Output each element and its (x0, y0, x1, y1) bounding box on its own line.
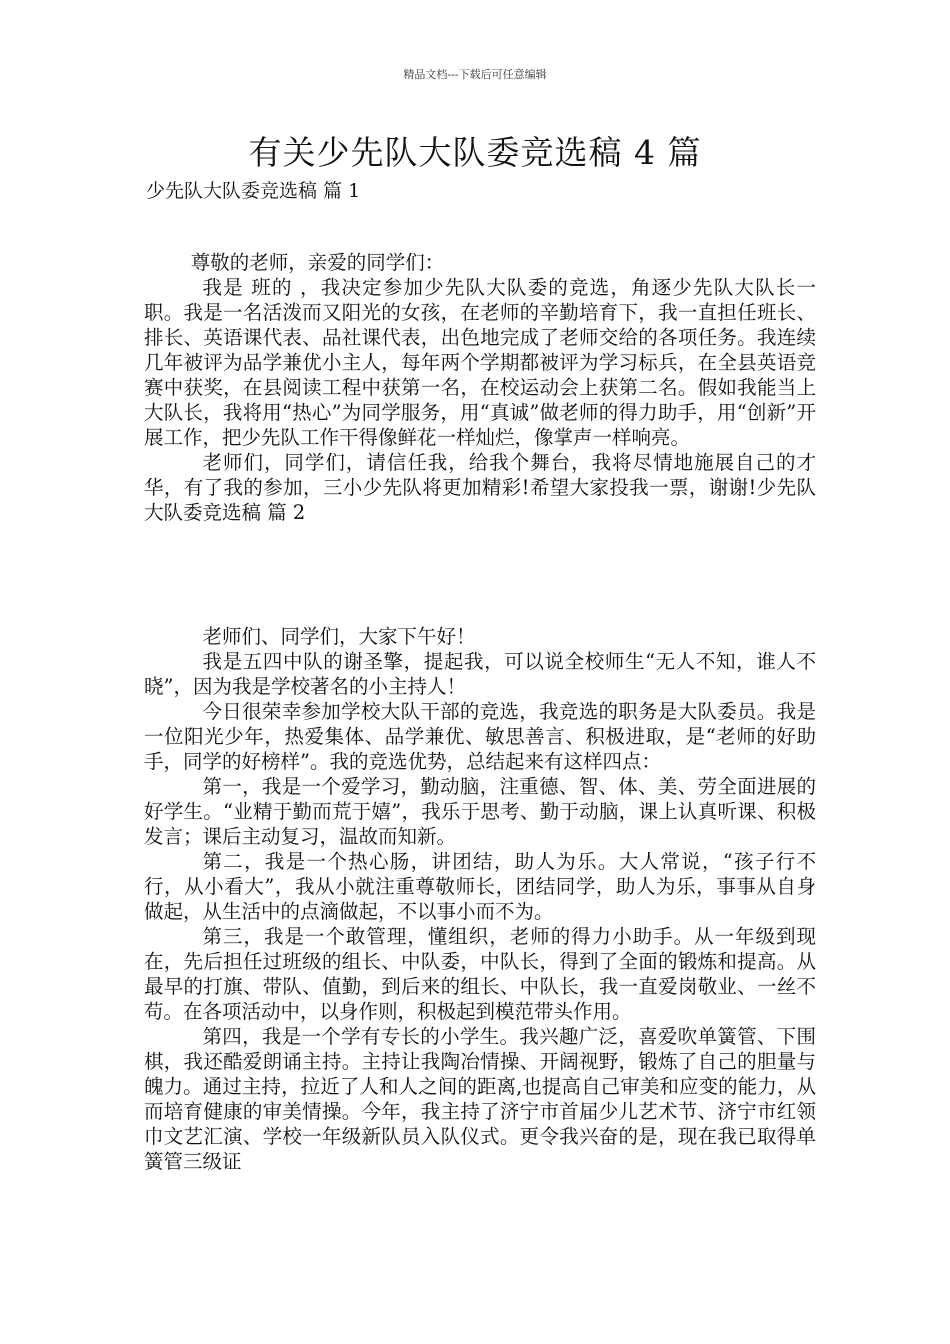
greeting-paragraph: 老师们、同学们，大家下午好！ (202, 625, 476, 648)
body-paragraph: 第四，我是一个学有专长的小学生。我兴趣广泛，喜爱吹单簧管、下围棋，我还酷爱朗诵主持。主持让我陶冶情操、开阔视野，锻炼了自己的胆量与魄力。通过主持，拉近了人和人之间的距离,也提高自己审美和应变的能力，从而培育健康的审美情操。今年，我主持了济宁市首届少儿艺术节、济宁市红领巾文艺汇演、学校一年级新队员入队仪式。更令我兴奋的是，现在我已取得单簧管三级证 (144, 1025, 816, 1173)
greeting-paragraph: 尊敬的老师，亲爱的同学们： (190, 251, 445, 274)
document-title: 有关少先队大队委竞选稿 4 篇 (248, 133, 702, 172)
body-paragraph: 我是五四中队的谢圣擎，提起我，可以说全校师生“无人不知，谁人不晓”，因为我是学校著名的小主持人！ (144, 650, 816, 698)
section-1-heading: 少先队大队委竞选稿 篇 1 (146, 180, 361, 202)
header-note: 精品文档---下载后可任意编辑 (403, 68, 547, 81)
body-paragraph: 老师们，同学们，请信任我，给我个舞台，我将尽情地施展自己的才华，有了我的参加，三小少先队将更加精彩!希望大家投我一票，谢谢!少先队大队委竞选稿 篇 2 (144, 451, 816, 524)
section-2-body (144, 624, 816, 1174)
body-paragraph: 第二，我是一个热心肠，讲团结，助人为乐。大人常说，“孩子行不行，从小看大”，我从小就注重尊敬师长，团结同学，助人为乐，事事从自身做起，从生活中的点滴做起，不以事小而不为。 (144, 850, 816, 923)
body-paragraph: 今日很荣幸参加学校大队干部的竞选，我竞选的职务是大队委员。我是一位阳光少年，热爱集体、品学兼优、敏思善言、积极进取，是“老师的好助手，同学的好榜样”。我的竞选优势，总结起来有这样四点： (144, 700, 816, 773)
body-paragraph: 第一，我是一个爱学习，勤动脑，注重德、智、体、美、劳全面进展的好学生。“业精于勤而荒于嬉”，我乐于思考、勤于动脑，课上认真听课、积极发言；课后主动复习，温故而知新。 (144, 775, 816, 848)
section-1-body (144, 250, 816, 525)
body-paragraph: 我是 班的 ，我决定参加少先队大队委的竞选，角逐少先队大队长一职。我是一名活泼而又阳光的女孩，在老师的辛勤培育下，我一直担任班长、排长、英语课代表、品社课代表，出色地完成了老师交给的各项任务。我连续几年被评为品学兼优小主人，每年两个学期都被评为学习标兵，在全县英语竞赛中获奖，在县阅读工程中获第一名，在校运动会上获第二名。假如我能当上大队长，我将用“热心”为同学服务，用“真诚”做老师的得力助手，用“创新”开展工作，把少先队工作干得像鲜花一样灿烂，像掌声一样响亮。 (144, 276, 816, 449)
body-paragraph: 第三，我是一个敢管理，懂组织，老师的得力小助手。从一年级到现在，先后担任过班级的组长、中队委，中队长，得到了全面的锻炼和提高。从最早的打旗、带队、值勤，到后来的组长、中队长，我一直爱岗敬业、一丝不苟。在各项活动中，以身作则，积极起到模范带头作用。 (144, 925, 816, 1023)
